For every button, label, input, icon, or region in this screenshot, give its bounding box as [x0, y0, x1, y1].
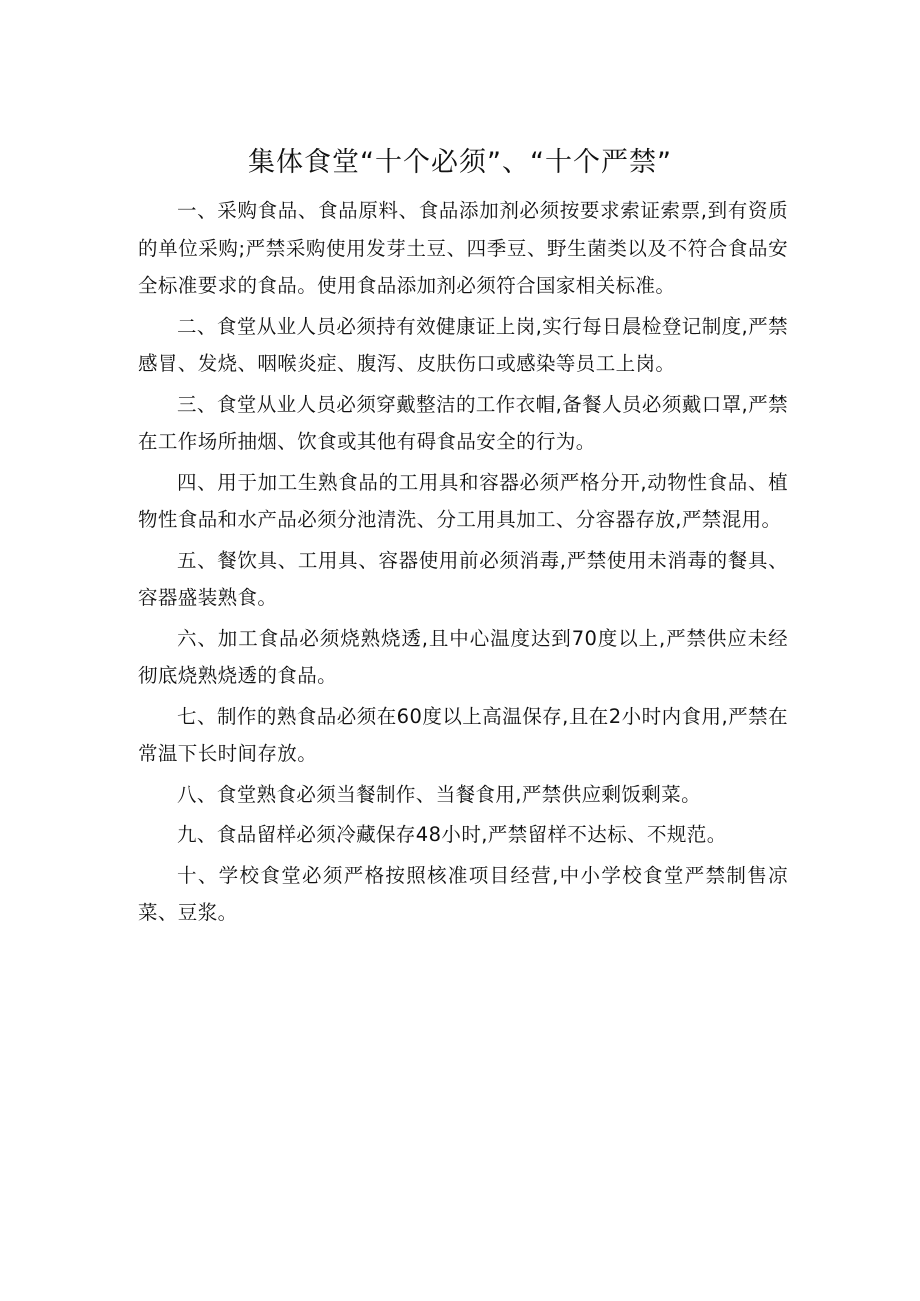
rule-paragraph-1: 一、采购食品、食品原料、食品添加剂必须按要求索证索票,到有资质的单位采购;严禁采购使用发芽土豆、四季豆、野生菌类以及不符合食品安全标准要求的食品。使用食品添加剂必须符合国家相关标准。	[138, 199, 788, 297]
rule-paragraph-9: 九、食品留样必须冷藏保存48小时,严禁留样不达标、不规范。	[177, 823, 727, 846]
document-title: 集体食堂“十个必须”、“十个严禁”	[248, 147, 672, 178]
rule-paragraph-4: 四、用于加工生熟食品的工用具和容器必须严格分开,动物性食品、植物性食品和水产品必须分池清洗、分工用具加工、分容器存放,严禁混用。	[138, 470, 788, 531]
rule-paragraph-2: 二、食堂从业人员必须持有效健康证上岗,实行每日晨检登记制度,严禁感冒、发烧、咽喉炎症、腹泻、皮肤伤口或感染等员工上岗。	[138, 314, 788, 375]
rule-paragraph-10: 十、学校食堂必须严格按照核准项目经营,中小学校食堂严禁制售凉菜、豆浆。	[138, 863, 788, 924]
rule-paragraph-6: 六、加工食品必须烧熟烧透,且中心温度达到70度以上,严禁供应未经彻底烧熟烧透的食品。	[138, 626, 788, 687]
rule-paragraph-5: 五、餐饮具、工用具、容器使用前必须消毒,严禁使用未消毒的餐具、容器盛装熟食。	[138, 548, 788, 609]
rule-paragraph-8: 八、食堂熟食必须当餐制作、当餐食用,严禁供应剩饭剩菜。	[177, 782, 701, 806]
rule-paragraph-3: 三、食堂从业人员必须穿戴整洁的工作衣帽,备餐人员必须戴口罩,严禁在工作场所抽烟、饮食或其他有碍食品安全的行为。	[138, 392, 788, 453]
rule-paragraph-7: 七、制作的熟食品必须在60度以上高温保存,且在2小时内食用,严禁在常温下长时间存放。	[138, 704, 788, 765]
document-body	[138, 192, 788, 935]
